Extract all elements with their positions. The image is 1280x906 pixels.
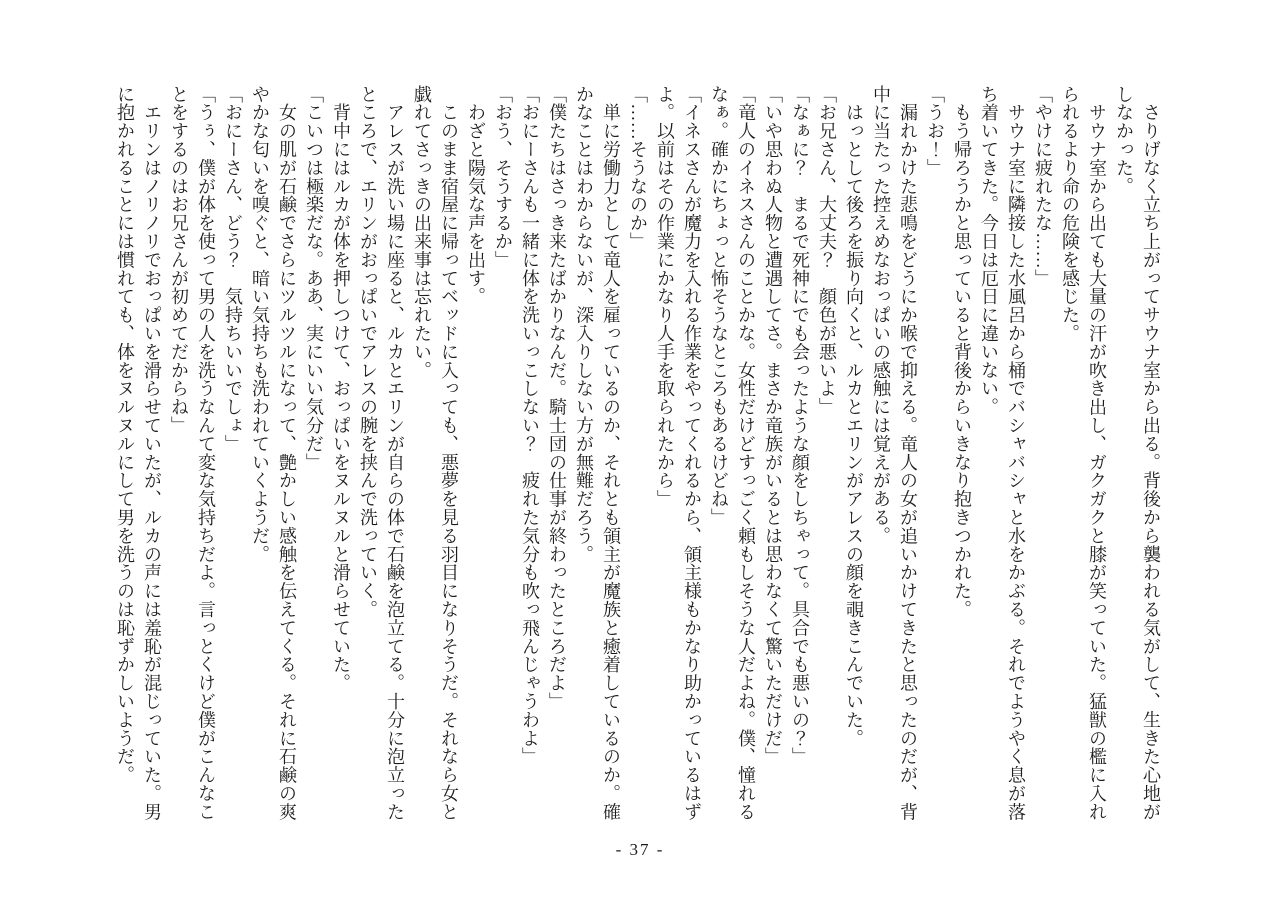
- text-line: 「うぅ、僕が体を使って男の人を洗うなんて変な気持ちだよ。言っとくけど僕がこんなこ: [196, 85, 216, 821]
- text-line: かなことはわからないが、深入りしない方が無難だろう。: [574, 85, 594, 564]
- text-line: 「こいつは極楽だな。ああ、実にいい気分だ」: [304, 85, 324, 472]
- text-line: 「僕たちはさっき来たばかりなんだ。騎士団の仕事が終わったところだよ」: [547, 85, 567, 711]
- text-line: 「イネスさんが魔力を入れる作業をやってくれるから、領主様もかなり助かっているはず: [682, 85, 702, 821]
- text-line: サウナ室に隣接した水風呂から桶でバシャバシャと水をかぶる。それでようやく息が落: [1006, 85, 1026, 821]
- text-line: 漏れかけた悲鳴をどうにか喉で抑える。竜人の女が追いかけてきたと思ったのだが、背: [898, 85, 918, 821]
- text-line: このまま宿屋に帰ってベッドに入っても、悪夢を見る羽目になりそうだ。それなら女と: [439, 85, 459, 821]
- text-line: 「やけに疲れたな……」: [1033, 85, 1053, 288]
- text-line: しなかった。: [1114, 85, 1134, 196]
- text-line: 単に労働力として竜人を雇っているのか、それとも領主が魔族と癒着しているのか。確: [601, 85, 621, 821]
- text-line: はっとして後ろを振り向くと、ルカとエリンがアレスの顔を覗きこんでいた。: [844, 85, 864, 748]
- text-line: 「竜人のイネスさんのことかな。女性だけどすっごく頼もしそうな人だよね。僕、憧れる: [736, 85, 756, 821]
- text-line: ところで、エリンがおっぱいでアレスの腕を挟んで洗っていく。: [358, 85, 378, 619]
- text-line: られるより命の危険を感じた。: [1060, 85, 1080, 343]
- text-line: 「お兄さん、大丈夫？ 顔色が悪いよ」: [817, 85, 837, 417]
- text-line: 中に当たった控えめなおっぱいの感触には覚えがある。: [871, 85, 891, 545]
- text-line: 「おにーさん、どう？ 気持ちいいでしょ」: [223, 85, 243, 453]
- text-line: わざと陽気な声を出す。: [466, 85, 486, 306]
- text-line: 「うお！」: [925, 85, 945, 177]
- text-line: サウナ室から出ても大量の汗が吹き出し、ガクガクと膝が笑っていた。猛獣の檻に入れ: [1087, 85, 1107, 821]
- text-line: に抱かれることには慣れても、体をヌルヌルにして男を洗うのは恥ずかしいようだ。: [115, 85, 135, 785]
- text-line: 背中にはルカが体を押しつけて、おっぱいをヌルヌルと滑らせていた。: [331, 85, 351, 693]
- text-line: ち着いてきた。今日は厄日に違いない。: [979, 85, 999, 417]
- text-line: 「いや思わぬ人物と遭遇してさ。まさか竜族がいるとは思わなくて驚いただけだ」: [763, 85, 783, 766]
- text-line: 戯れてさっきの出来事は忘れたい。: [412, 85, 432, 380]
- text-line: なぁ。確かにちょっと怖そうなところもあるけどね」: [709, 85, 729, 527]
- text-line: 「おう、そうするか」: [493, 85, 513, 269]
- text-line: よ。以前はその作業にかなり人手を取られたから」: [655, 85, 675, 509]
- text-line: 「なぁに？ まるで死神にでも会ったような顔をしちゃって。具合でも悪いの？」: [790, 85, 810, 766]
- page-number: - 37 -: [615, 840, 665, 859]
- text-line: 「おにーさんも一緒に体を洗いっこしない？ 疲れた気分も吹っ飛んじゃうわよ」: [520, 85, 540, 766]
- text-block: [111, 85, 1164, 825]
- text-line: さりげなく立ち上がってサウナ室から出る。背後から襲われる気がして、生きた心地が: [1141, 85, 1161, 821]
- text-line: とをするのはお兄さんが初めてだからね」: [169, 85, 189, 435]
- text-line: やかな匂いを嗅ぐと、暗い気持ちも洗われていくようだ。: [250, 85, 270, 564]
- text-line: エリンはノリノリでおっぱいを滑らせていたが、ルカの声には羞恥が混じっていた。男: [142, 85, 162, 821]
- text-line: 「……そうなのか」: [628, 85, 648, 251]
- text-line: 女の肌が石鹸でさらにツルツルになって、艶かしい感触を伝えてくる。それに石鹸の爽: [277, 85, 297, 821]
- text-line: もう帰ろうかと思っていると背後からいきなり抱きつかれた。: [952, 85, 972, 619]
- text-line: アレスが洗い場に座ると、ルカとエリンが自らの体で石鹸を泡立てる。十分に泡立った: [385, 85, 405, 821]
